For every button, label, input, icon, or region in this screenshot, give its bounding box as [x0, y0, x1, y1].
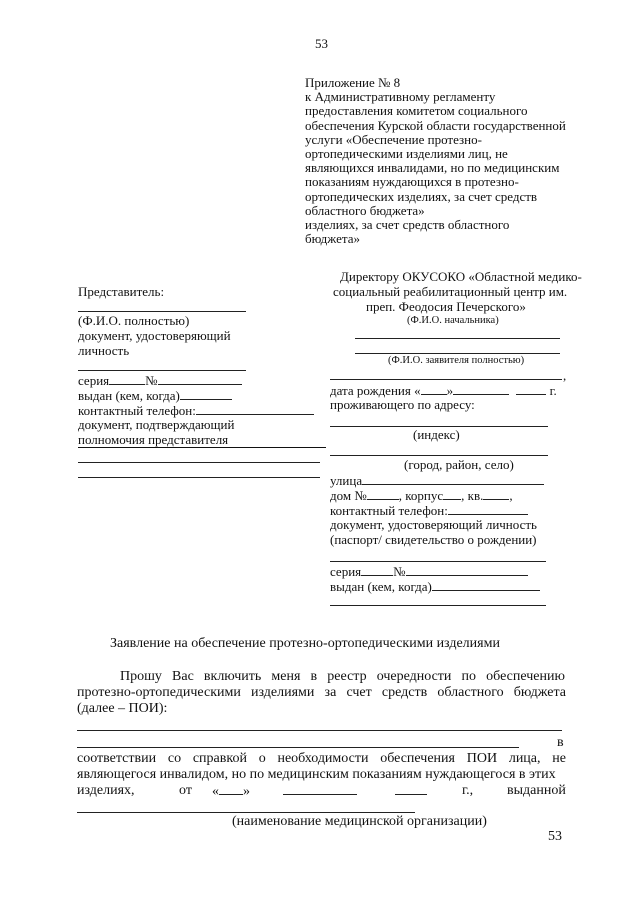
word: в — [310, 669, 318, 684]
blank-line[interactable] — [355, 338, 560, 339]
word: бюджета — [513, 685, 566, 700]
right-phone-row — [330, 503, 528, 518]
birth-month-field[interactable] — [453, 383, 509, 395]
word: справкой — [192, 751, 247, 766]
page-number-bottom: 53 — [548, 829, 562, 844]
word: за — [324, 685, 337, 700]
id-doc-label: документ, удостоверяющий личность — [330, 517, 537, 532]
word: обеспечению — [486, 669, 565, 684]
quote: » — [243, 784, 250, 799]
paragraph-line: являющегося инвалидом, но по медицинским показаниям нуждающегося в этих — [77, 767, 556, 782]
authority-label: полномочия представителя — [78, 432, 229, 447]
birth-date-row — [330, 383, 557, 398]
appendix-line: областного бюджета» — [305, 202, 425, 218]
appendix-line: изделиях, за счет средств областного — [305, 217, 510, 233]
word: счет — [346, 685, 372, 700]
paragraph-line — [77, 783, 567, 799]
quote: « — [212, 784, 219, 799]
word: о — [258, 751, 266, 766]
right-series-row — [330, 564, 528, 579]
left-phone-row — [78, 403, 314, 418]
street-field[interactable] — [362, 473, 544, 485]
left-issued-row — [78, 388, 232, 403]
appendix-line: обеспечения Курской области государственной — [305, 117, 566, 133]
comma: , — [563, 368, 567, 383]
word: средств — [381, 685, 428, 700]
word: со — [167, 751, 182, 766]
series-field[interactable] — [361, 564, 393, 576]
org-caption: (наименование медицинской организации) — [232, 814, 487, 829]
appendix-line: Приложение № 8 — [305, 75, 401, 90]
blank-line[interactable] — [330, 379, 562, 380]
birth-year-field[interactable] — [516, 383, 546, 395]
blank-line[interactable] — [77, 730, 562, 731]
apt-field[interactable] — [483, 488, 509, 500]
date-month-field[interactable] — [283, 783, 357, 795]
index-caption: (индекс) — [413, 427, 460, 442]
word: соответствии — [77, 751, 157, 766]
authority-label: документ, подтверждающий — [78, 417, 235, 432]
letter-v: в — [557, 735, 564, 750]
number-label: № — [393, 564, 406, 579]
date-day-field[interactable] — [219, 783, 243, 795]
appendix-line: ортопедических изделиях, за счет средств — [305, 188, 538, 204]
birth-year-suffix: г. — [549, 383, 557, 398]
word: изделиях, — [77, 783, 135, 798]
series-field[interactable] — [109, 373, 145, 385]
series-label: серия — [78, 373, 110, 388]
word: от — [179, 783, 192, 798]
birth-date-quote: » — [446, 383, 454, 398]
director-line: социальный реабилитационный центр им. — [333, 284, 568, 299]
word: необходимости — [277, 751, 369, 766]
building-field[interactable] — [443, 488, 461, 500]
right-issued-row — [330, 579, 540, 594]
word: очередности — [376, 669, 452, 684]
word: Вас — [172, 669, 194, 684]
doc-label: личность — [78, 343, 130, 358]
blank-line[interactable] — [78, 311, 246, 312]
word: областного — [437, 685, 504, 700]
representative-label: Представитель: — [78, 284, 165, 299]
word: включить — [203, 669, 262, 684]
phone-field[interactable] — [448, 503, 528, 515]
paragraph-line — [120, 669, 565, 685]
issued-field[interactable] — [432, 579, 540, 591]
word: меня — [271, 669, 301, 684]
paragraph-line — [77, 685, 566, 701]
word: ПОИ — [466, 751, 498, 766]
number-field[interactable] — [158, 373, 242, 385]
building-label: , корпус — [398, 488, 444, 503]
word: г., — [462, 783, 474, 798]
number-field[interactable] — [406, 564, 528, 576]
series-label: серия — [330, 564, 362, 579]
page-number-top: 53 — [315, 36, 328, 51]
blank-line[interactable] — [330, 455, 548, 456]
date-year-field[interactable] — [395, 783, 427, 795]
blank-line[interactable] — [78, 370, 246, 371]
appendix-block — [305, 76, 566, 246]
paragraph-line — [77, 751, 566, 767]
word: выданной — [507, 783, 566, 798]
phone-field[interactable] — [196, 403, 314, 415]
number-label: № — [145, 373, 158, 388]
word: изделиями — [251, 685, 315, 700]
blank-line[interactable] — [330, 561, 546, 562]
word: лица, — [508, 751, 541, 766]
director-line: Директору ОКУСОКО «Областной медико- — [340, 269, 582, 284]
doc-label: документ, удостоверяющий — [78, 328, 231, 343]
address-label: проживающего по адресу: — [330, 397, 475, 412]
issued-label: выдан (кем, когда) — [78, 388, 180, 403]
appendix-line: показаниям нуждающихся в протезно- — [305, 174, 519, 190]
passport-caption: (паспорт/ свидетельство о рождении) — [330, 532, 537, 547]
date-field-group — [212, 783, 250, 800]
word: обеспечения — [380, 751, 455, 766]
paragraph-line: (далее – ПОИ): — [77, 701, 168, 716]
blank-line[interactable] — [355, 353, 560, 354]
left-series-row — [78, 373, 242, 388]
word: не — [552, 751, 566, 766]
house-row: дом № , корпус , кв. , — [330, 488, 513, 503]
apt-label: , кв. — [461, 488, 484, 503]
city-caption: (город, район, село) — [404, 457, 514, 472]
birth-day-field[interactable] — [421, 383, 447, 395]
appendix-line: к Административному регламенту — [305, 89, 496, 105]
appendix-line: ортопедическими изделиями лиц, не — [305, 146, 508, 162]
director-line: преп. Феодосия Печерского» — [366, 299, 526, 314]
appendix-line: бюджета» — [305, 231, 360, 247]
blank-line[interactable] — [78, 477, 320, 478]
issued-field[interactable] — [180, 388, 232, 400]
phone-label: контактный телефон: — [330, 503, 448, 518]
issued-label: выдан (кем, когда) — [330, 579, 432, 594]
word: по — [461, 669, 477, 684]
street-row — [330, 473, 544, 488]
head-caption: (Ф.И.О. начальника) — [407, 315, 499, 326]
blank-line[interactable] — [78, 447, 326, 448]
appendix-line: предоставления комитетом социального — [305, 103, 528, 119]
word: реестр — [327, 669, 367, 684]
phone-label: контактный телефон: — [78, 403, 196, 418]
appendix-line: услуги «Обеспечение протезно- — [305, 131, 482, 147]
blank-line[interactable] — [330, 605, 546, 606]
blank-line[interactable] — [78, 462, 320, 463]
word: Прошу — [120, 669, 162, 684]
applicant-caption: (Ф.И.О. заявителя полностью) — [388, 355, 525, 366]
blank-line[interactable] — [77, 747, 519, 748]
statement-title: Заявление на обеспечение протезно-ортопедическими изделиями — [110, 636, 500, 651]
street-label: улица — [330, 473, 363, 488]
house-label: дом № — [330, 488, 367, 503]
fio-caption: (Ф.И.О. полностью) — [78, 313, 190, 328]
birth-date-label: дата рождения « — [330, 383, 421, 398]
appendix-line: являющихся инвалидами, но по медицинским — [305, 160, 560, 176]
house-field[interactable] — [367, 488, 399, 500]
word: протезно-ортопедическими — [77, 685, 241, 700]
blank-line[interactable] — [77, 812, 415, 813]
